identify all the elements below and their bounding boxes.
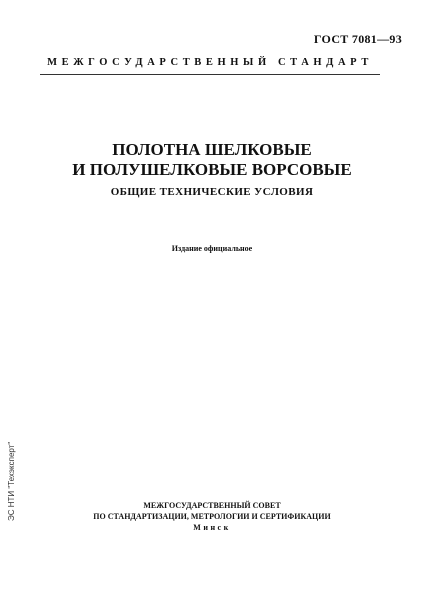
publisher-city: Минск — [193, 523, 231, 532]
title-line-1: ПОЛОТНА ШЕЛКОВЫЕ — [112, 140, 312, 159]
publisher-block — [0, 500, 424, 533]
document-subtitle: ОБЩИЕ ТЕХНИЧЕСКИЕ УСЛОВИЯ — [110, 186, 314, 198]
standard-category-header: МЕЖГОСУДАРСТВЕННЫЙ СТАНДАРТ — [40, 57, 380, 68]
document-number: ГОСТ 7081—93 — [313, 32, 402, 46]
title-line-2: И ПОЛУШЕЛКОВЫЕ ВОРСОВЫЕ — [72, 160, 352, 179]
side-watermark: ЭС НТИ "Техэксперт" — [7, 441, 16, 521]
publisher-line-2: ПО СТАНДАРТИЗАЦИИ, МЕТРОЛОГИИ И СЕРТИФИКАЦИИ — [93, 512, 331, 521]
document-title — [0, 140, 424, 180]
edition-note: Издание официальное — [171, 244, 253, 253]
publisher-line-1: МЕЖГОСУДАРСТВЕННЫЙ СОВЕТ — [143, 501, 281, 510]
